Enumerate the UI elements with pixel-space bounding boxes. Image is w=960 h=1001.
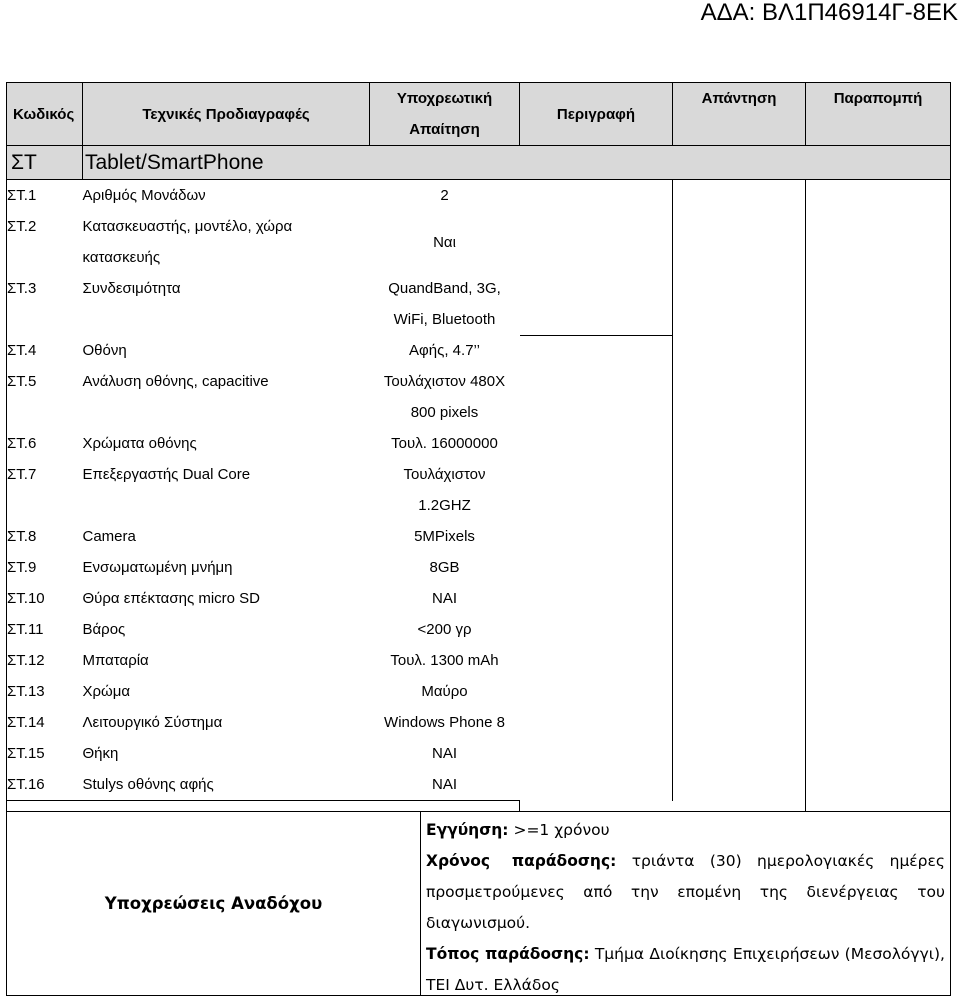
row-spec: Κατασκευαστής, μοντέλο, χώρα κατασκευής [82, 218, 293, 266]
row-code: ΣΤ.14 [7, 707, 83, 738]
warranty-line [426, 815, 945, 846]
row-spec: Ανάλυση οθόνης, capacitive [82, 373, 269, 390]
row-description [520, 459, 673, 521]
row-description [520, 211, 673, 273]
header-specs: Τεχνικές Προδιαγραφές [83, 83, 370, 146]
delivery-time-line [426, 846, 945, 939]
delivery-place-value: Τμήμα Διοίκησης Επιχειρήσεων (Μεσολόγγι), ΤΕΙ Δυτ. Ελλάδος [426, 945, 945, 994]
row-description [520, 366, 673, 428]
row-spec: Χρώμα [82, 683, 131, 700]
row-required: ΝΑΙ [431, 776, 457, 793]
row-spec: Stulys οθόνης αφής [82, 776, 214, 793]
delivery-place-line [426, 939, 945, 1001]
obligations-label-box [6, 811, 421, 996]
section-title: Tablet/SmartPhone [83, 146, 806, 180]
row-spec: Θύρα επέκτασης micro SD [82, 590, 261, 607]
row-spec: Αριθμός Μονάδων [82, 187, 206, 204]
row-required: Τουλάχιστον 480X 800 pixels [383, 373, 506, 421]
warranty-value: >=1 χρόνου [513, 821, 610, 839]
row-description [520, 180, 673, 212]
row-required: Τουλ. 1300 mAh [390, 652, 499, 669]
table-row [7, 180, 951, 212]
row-description [520, 645, 673, 676]
row-description [520, 583, 673, 614]
obligations-title: Υποχρεώσεις Αναδόχου [104, 894, 323, 913]
header-description: Περιγραφή [520, 83, 673, 146]
row-code: ΣΤ.2 [7, 211, 83, 273]
header-code: Κωδικός [7, 83, 83, 146]
row-code: ΣΤ.1 [7, 180, 83, 212]
row-description [520, 273, 673, 335]
row-description [520, 738, 673, 769]
section-fill [806, 146, 951, 180]
row-code: ΣΤ.11 [7, 614, 83, 645]
row-required: 5MPixels [414, 528, 475, 545]
section-row [7, 146, 951, 180]
row-code: ΣΤ.12 [7, 645, 83, 676]
row-code: ΣΤ.16 [7, 769, 83, 801]
row-code: ΣΤ.9 [7, 552, 83, 583]
row-spec: Επεξεργαστής Dual Core [82, 466, 251, 483]
delivery-time-value: τριάντα (30) ημερολογιακές ημέρες προσμετρούμενες από την επομένη της διενέργειας του διαγωνισμού. [426, 852, 945, 932]
reference-column [806, 180, 951, 833]
header-answer: Απάντηση [673, 83, 806, 146]
row-spec: Χρώματα οθόνης [82, 435, 197, 452]
row-spec: Λειτουργικό Σύστημα [82, 714, 223, 731]
row-spec: Οθόνη [82, 342, 127, 359]
ada-code: ΑΔΑ: ΒΛ1Π46914Γ-8ΕΚ [700, 0, 958, 26]
row-description [520, 552, 673, 583]
row-required: Αφής, 4.7’’ [409, 342, 480, 359]
header-reference: Παραπομπή [806, 83, 951, 146]
row-code: ΣΤ.4 [7, 335, 83, 366]
row-code: ΣΤ.8 [7, 521, 83, 552]
row-required: Τουλάχιστον 1.2GHZ [403, 466, 486, 514]
header-row [7, 83, 951, 146]
row-description [520, 676, 673, 707]
row-required: Windows Phone 8 [384, 714, 505, 731]
row-description [520, 428, 673, 459]
row-description [520, 521, 673, 552]
obligations-box [419, 811, 951, 996]
row-required: Μαύρο [421, 683, 468, 700]
row-required: Τουλ. 16000000 [391, 435, 498, 452]
row-spec: Συνδεσιμότητα [82, 280, 181, 297]
row-spec: Θήκη [82, 745, 119, 762]
header-required: Υποχρεωτική Απαίτηση [370, 83, 520, 146]
row-spec: Βάρος [82, 621, 126, 638]
row-required: 2 [440, 187, 449, 204]
row-required: Ναι [433, 233, 456, 251]
row-code: ΣΤ.3 [7, 273, 83, 335]
row-required: ΝΑΙ [431, 590, 457, 607]
answer-column [673, 180, 806, 833]
delivery-time-label: Χρόνος παράδοσης: [426, 852, 617, 870]
warranty-label: Εγγύηση: [426, 821, 509, 839]
row-spec: Μπαταρία [82, 652, 149, 669]
row-required: ΝΑΙ [431, 745, 457, 762]
row-code: ΣΤ.15 [7, 738, 83, 769]
row-code: ΣΤ.5 [7, 366, 83, 428]
spec-table [6, 82, 951, 833]
row-description [520, 769, 673, 801]
row-spec: Ενσωματωμένη μνήμη [82, 559, 233, 576]
row-required: <200 γρ [417, 621, 472, 638]
delivery-place-label: Τόπος παράδοσης: [426, 945, 590, 963]
row-required: 8GB [429, 559, 460, 576]
row-required: QuandBand, 3G, WiFi, Bluetooth [388, 280, 501, 328]
row-code: ΣΤ.13 [7, 676, 83, 707]
row-description [520, 614, 673, 645]
row-spec: Camera [82, 528, 136, 545]
row-code: ΣΤ.10 [7, 583, 83, 614]
section-code: ΣΤ [7, 146, 83, 180]
row-code: ΣΤ.6 [7, 428, 83, 459]
row-code: ΣΤ.7 [7, 459, 83, 521]
row-description [520, 707, 673, 738]
row-description [520, 335, 673, 366]
